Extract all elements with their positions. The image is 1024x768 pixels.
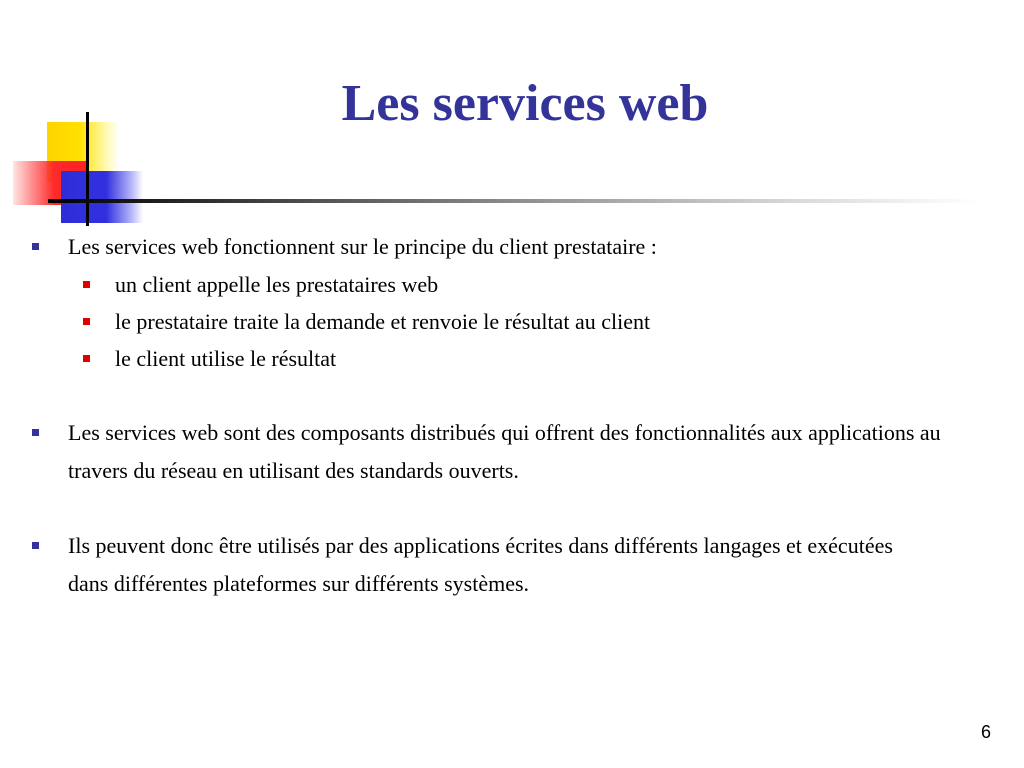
bullet-text: Ils peuvent donc être utilisés par des applications écrites dans différents langages et exécutées dans différentes plateformes sur différents systèmes. (68, 533, 893, 596)
decorative-logo (0, 0, 160, 240)
logo-vertical-line (86, 112, 89, 226)
square-bullet-icon (32, 243, 39, 250)
bullet-item (0, 527, 898, 603)
sub-bullet-text: le prestataire traite la demande et renvoie le résultat au client (115, 309, 651, 334)
spacer (0, 490, 1024, 527)
spacer (0, 377, 1024, 414)
square-bullet-icon (83, 318, 90, 325)
sub-bullet-item (0, 303, 1024, 340)
sub-bullet-text: le client utilise le résultat (115, 346, 337, 371)
square-bullet-icon (83, 355, 90, 362)
logo-blue-square (61, 171, 143, 223)
title-divider-line (48, 199, 978, 203)
sub-bullet-text: un client appelle les prestataires web (115, 272, 439, 297)
sub-bullet-item (0, 266, 1024, 303)
square-bullet-icon (32, 542, 39, 549)
square-bullet-icon (83, 281, 90, 288)
slide-title: Les services web (341, 75, 709, 132)
bullet-text: Les services web fonctionnent sur le principe du client prestataire : (68, 234, 657, 259)
bullet-text: Les services web sont des composants distribués qui offrent des fonctionnalités aux applications au travers du réseau en utilisant des standards ouverts. (68, 420, 941, 483)
sub-bullet-item (0, 340, 1024, 377)
square-bullet-icon (32, 429, 39, 436)
bullet-item (0, 414, 1000, 490)
page-number: 6 (980, 722, 991, 742)
bullet-item (0, 228, 1024, 266)
slide-content (0, 228, 1024, 603)
